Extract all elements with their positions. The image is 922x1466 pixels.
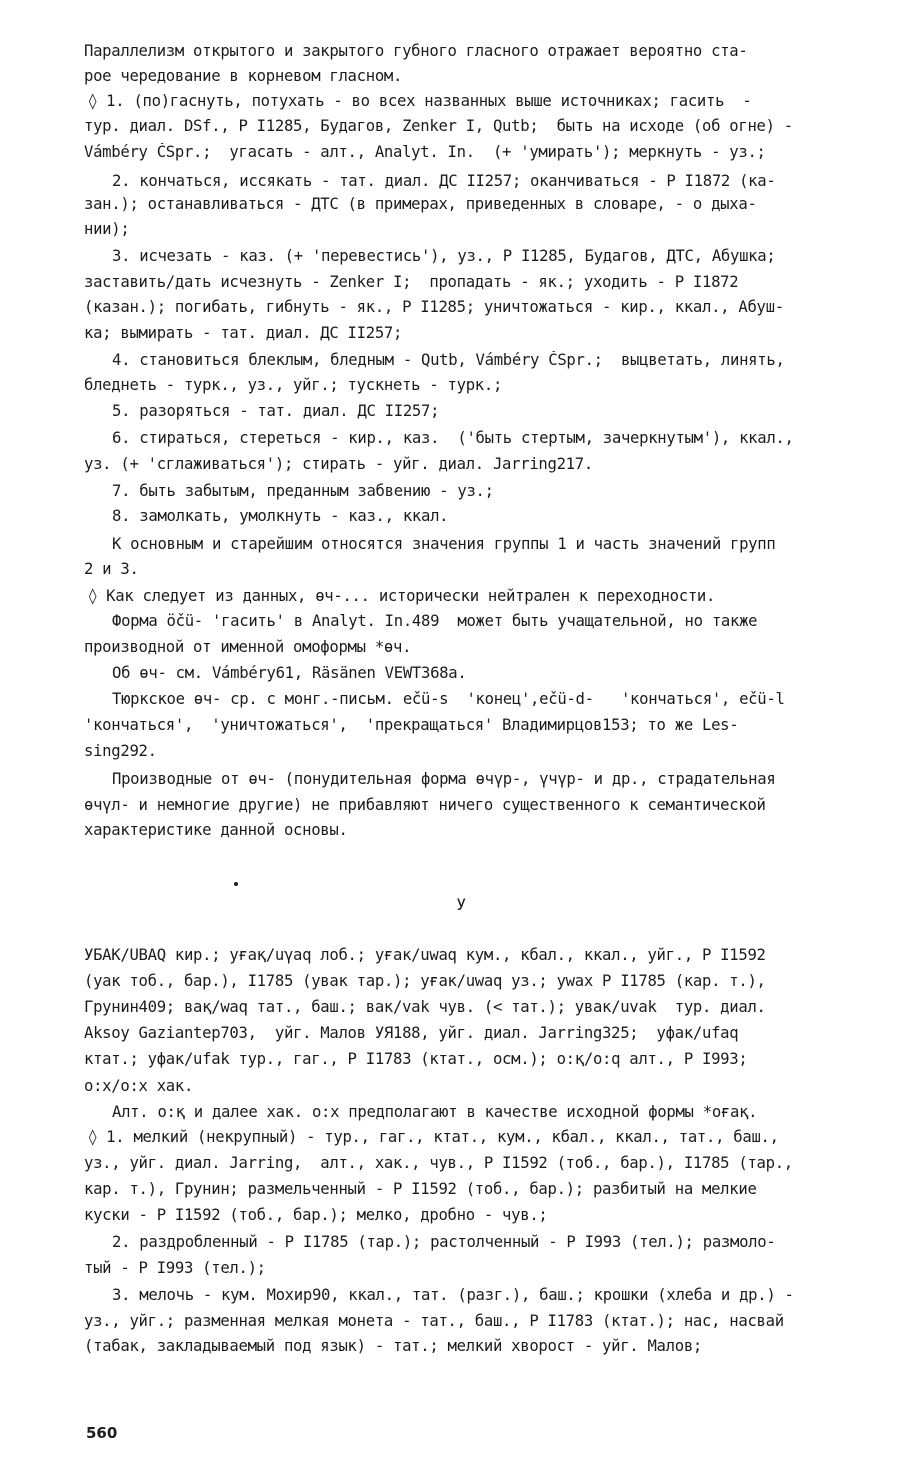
text-line: К основным и старейшим относятся значения группы 1 и часть значений групп <box>112 535 776 553</box>
text-line: 3. мелочь - кум. Мохир90, ккал., тат. (разг.), баш.; крошки (хлеба и др.) - <box>112 1286 794 1304</box>
text-line: өчүл- и немногие другие) не прибавляют ничего существенного к семантической <box>84 796 766 814</box>
text-line: (уак тоб., бар.), I1785 (увак тар.); уғак/uwaq уз.; ywax Р I1785 (кар. т.), <box>84 972 766 990</box>
text-line: ◊ Как следует из данных, өч-... исторически нейтрален к переходности. <box>88 587 716 605</box>
letter-heading: У <box>456 896 466 914</box>
text-line: рое чередование в корневом гласном. <box>84 67 403 85</box>
stray-mark <box>234 882 238 886</box>
text-line: заставить/дать исчезнуть - Zenker I; пропадать - як.; уходить - Р I1872 <box>84 273 739 291</box>
text-line: 5. разоряться - тат. диал. ДС II257; <box>112 402 440 420</box>
text-line: ка; вымирать - тат. диал. ДС II257; <box>84 324 403 342</box>
text-line: 6. стираться, стереться - кир., каз. ('быть стертым, зачеркнутым'), ккал., <box>112 429 794 447</box>
text-line: бледнеть - турк., уз., уйг.; тускнеть - турк.; <box>84 376 503 394</box>
text-line: о:х/o:x хак. <box>84 1077 194 1095</box>
text-line: Aksoy Gaziantep703, уйг. Малов УЯ188, уйг. диал. Jarring325; уфак/ufaq <box>84 1024 739 1042</box>
text-line: Форма ӧčü- 'гасить' в Analyt. In.489 может быть учащательной, но также <box>112 612 758 630</box>
text-line: 8. замолкать, умолкнуть - каз., ккал. <box>112 507 449 525</box>
text-line: УБАК/UBAQ кир.; уғақ/uγaq лоб.; уғак/uwaq кум., кбал., ккал., уйг., Р I1592 <box>84 946 766 964</box>
text-line: 'кончаться', 'уничтожаться', 'прекращаться' Владимирцов153; то же Les- <box>84 716 739 734</box>
text-line: уз., уйг.; разменная мелкая монета - тат., баш., Р I1783 (ктат.); нас, насвай <box>84 1312 784 1330</box>
text-line: куски - Р I1592 (тоб., бар.); мелко, дробно - чув.; <box>84 1206 548 1224</box>
text-line: уз. (+ 'сглаживаться'); стирать - уйг. диал. Jarring217. <box>84 455 593 473</box>
text-line: sing292. <box>84 742 157 760</box>
page-number: 560 <box>86 1424 118 1442</box>
text-line: Об өч- см. Vámbéry61, Räsänen VEWT368a. <box>112 664 467 682</box>
text-line: 2. раздробленный - Р I1785 (тар.); растолченный - Р I993 (тел.); размоло- <box>112 1233 776 1251</box>
text-line: Алт. о:қ и далее хак. о:х предполагают в качестве исходной формы *оғақ. <box>112 1103 758 1121</box>
text-line: нии); <box>84 220 130 238</box>
text-line: Грунин409; вақ/waq тат., баш.; вак/vak чув. (< тат.); увак/uvak тур. диал. <box>84 998 766 1016</box>
text-line: 2. кончаться, иссякать - тат. диал. ДС II257; оканчиваться - Р I1872 (ка- <box>112 172 776 190</box>
text-line: 4. становиться блеклым, бледным - Qutb, Vámbéry ČSpr.; выцветать, линять, <box>112 351 785 369</box>
text-line: ◊ 1. мелкий (некрупный) - тур., гаг., ктат., кум., кбал., ккал., тат., баш., <box>88 1128 779 1146</box>
text-line: тый - Р I993 (тел.); <box>84 1259 266 1277</box>
text-line: тур. диал. DSf., Р I1285, Будагов, Zenker I, Qutb; быть на исходе (об огне) - <box>84 117 793 135</box>
text-line: кар. т.), Грунин; размельченный - Р I1592 (тоб., бар.); разбитый на мелкие <box>84 1180 757 1198</box>
text-line: производной от именной омоформы *өч. <box>84 638 412 656</box>
text-line: (казан.); погибать, гибнуть - як., Р I1285; уничтожаться - кир., ккал., Абуш- <box>84 298 784 316</box>
text-line: 3. исчезать - каз. (+ 'перевестись'), уз., Р I1285, Будагов, ДТС, Абушка; <box>112 247 776 265</box>
text-line: характеристике данной основы. <box>84 821 348 839</box>
text-line: Тюркское өч- ср. с монг.-письм. ečü-s 'конец',ečü-d- 'кончаться', ečü-l <box>112 690 785 708</box>
text-line: Производные от өч- (понудительная форма өчүр-, үчүр- и др., страдательная <box>112 770 776 788</box>
text-line: уз., уйг. диал. Jarring, алт., хак., чув., Р I1592 (тоб., бар.), I1785 (тар., <box>84 1154 793 1172</box>
text-line: (табак, закладываемый под язык) - тат.; мелкий хворост - уйг. Малов; <box>84 1337 703 1355</box>
text-line: 2 и 3. <box>84 560 139 578</box>
text-line: Vámbéry ČSpr.; угасать - алт., Analyt. In. (+ 'умирать'); меркнуть - уз.; <box>84 143 766 161</box>
text-line: Параллелизм открытого и закрытого губного гласного отражает вероятно ста- <box>84 42 748 60</box>
text-line: 7. быть забытым, преданным забвению - уз.; <box>112 482 494 500</box>
text-line: зан.); останавливаться - ДТС (в примерах, приведенных в словаре, - о дыха- <box>84 195 757 213</box>
text-line: ◊ 1. (по)гаснуть, потухать - во всех названных выше источниках; гасить - <box>88 92 752 110</box>
text-line: ктат.; уфак/ufak тур., гаг., Р I1783 (ктат., осм.); о:қ/o:q алт., Р I993; <box>84 1050 748 1068</box>
